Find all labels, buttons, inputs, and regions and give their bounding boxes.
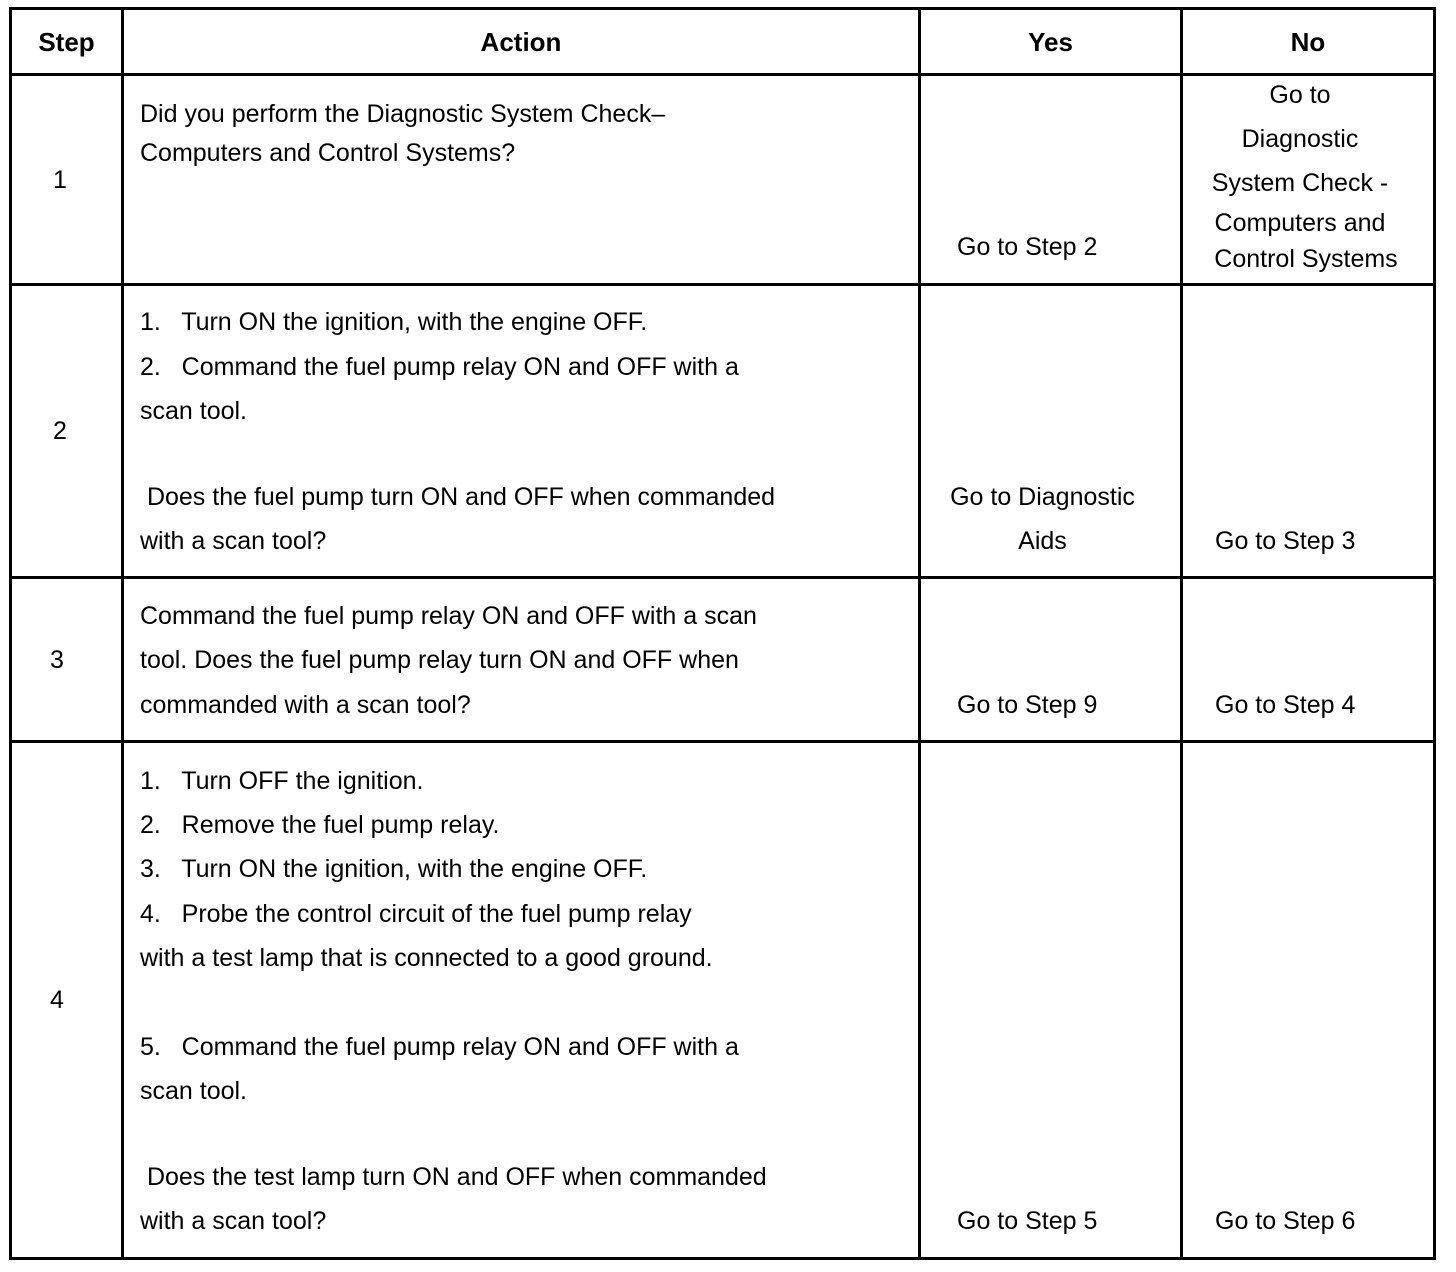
grid-line — [9, 73, 1436, 76]
grid-line — [1433, 7, 1436, 1260]
action-line: 2. Command the fuel pump relay ON and OFF with a — [140, 353, 739, 381]
no-goto-link[interactable]: Go to Step 4 — [1215, 691, 1356, 719]
yes-goto-link[interactable]: Aids — [1018, 527, 1067, 555]
no-goto-link[interactable]: Diagnostic — [1241, 125, 1359, 153]
no-goto-link[interactable]: Computers and — [1214, 209, 1386, 237]
yes-goto-link[interactable]: Go to Diagnostic — [950, 483, 1135, 511]
step-number: 3 — [50, 646, 64, 674]
no-goto-link[interactable]: Control Systems — [1214, 245, 1398, 273]
grid-line — [1180, 7, 1183, 1260]
action-line: 4. Probe the control circuit of the fuel pump relay — [140, 900, 692, 928]
action-line: Did you perform the Diagnostic System Check– — [140, 100, 666, 128]
no-goto-link[interactable]: Go to Step 3 — [1215, 527, 1356, 555]
header-step: Step — [38, 27, 95, 57]
header-action: Action — [480, 27, 562, 57]
step-number: 2 — [53, 417, 67, 445]
action-line: commanded with a scan tool? — [140, 691, 471, 719]
action-line: Computers and Control Systems? — [140, 139, 516, 167]
action-line: 1. Turn ON the ignition, with the engine OFF. — [140, 308, 648, 336]
grid-line — [9, 740, 1436, 743]
grid-line — [9, 1257, 1436, 1260]
yes-goto-link[interactable]: Go to Step 9 — [957, 691, 1098, 719]
action-line: Does the test lamp turn ON and OFF when commanded — [140, 1163, 767, 1191]
header-no: No — [1290, 27, 1326, 57]
action-line: tool. Does the fuel pump relay turn ON and OFF when — [140, 646, 739, 674]
action-line: 1. Turn OFF the ignition. — [140, 767, 424, 795]
no-goto-link[interactable]: Go to Step 6 — [1215, 1207, 1356, 1235]
action-line: 3. Turn ON the ignition, with the engine OFF. — [140, 855, 648, 883]
grid-line — [121, 7, 124, 1260]
no-goto-link[interactable]: Go to — [1269, 81, 1331, 109]
grid-line — [918, 7, 921, 1260]
header-yes: Yes — [1028, 27, 1073, 57]
action-line: with a scan tool? — [140, 1207, 327, 1235]
action-line: Command the fuel pump relay ON and OFF with a scan — [140, 602, 757, 630]
action-line: 5. Command the fuel pump relay ON and OFF with a — [140, 1033, 739, 1061]
action-line: Does the fuel pump turn ON and OFF when commanded — [140, 483, 776, 511]
no-goto-link[interactable]: System Check - — [1211, 169, 1389, 197]
grid-line — [9, 7, 1436, 10]
action-line: 2. Remove the fuel pump relay. — [140, 811, 500, 839]
step-number: 4 — [50, 986, 64, 1014]
step-number: 1 — [53, 166, 67, 194]
action-line: with a test lamp that is connected to a good ground. — [140, 944, 713, 972]
action-line: scan tool. — [140, 397, 248, 425]
action-line: scan tool. — [140, 1077, 248, 1105]
yes-goto-link[interactable]: Go to Step 5 — [957, 1207, 1098, 1235]
action-line: with a scan tool? — [140, 527, 327, 555]
grid-line — [9, 576, 1436, 579]
yes-goto-link[interactable]: Go to Step 2 — [957, 233, 1098, 261]
grid-line — [9, 283, 1436, 286]
